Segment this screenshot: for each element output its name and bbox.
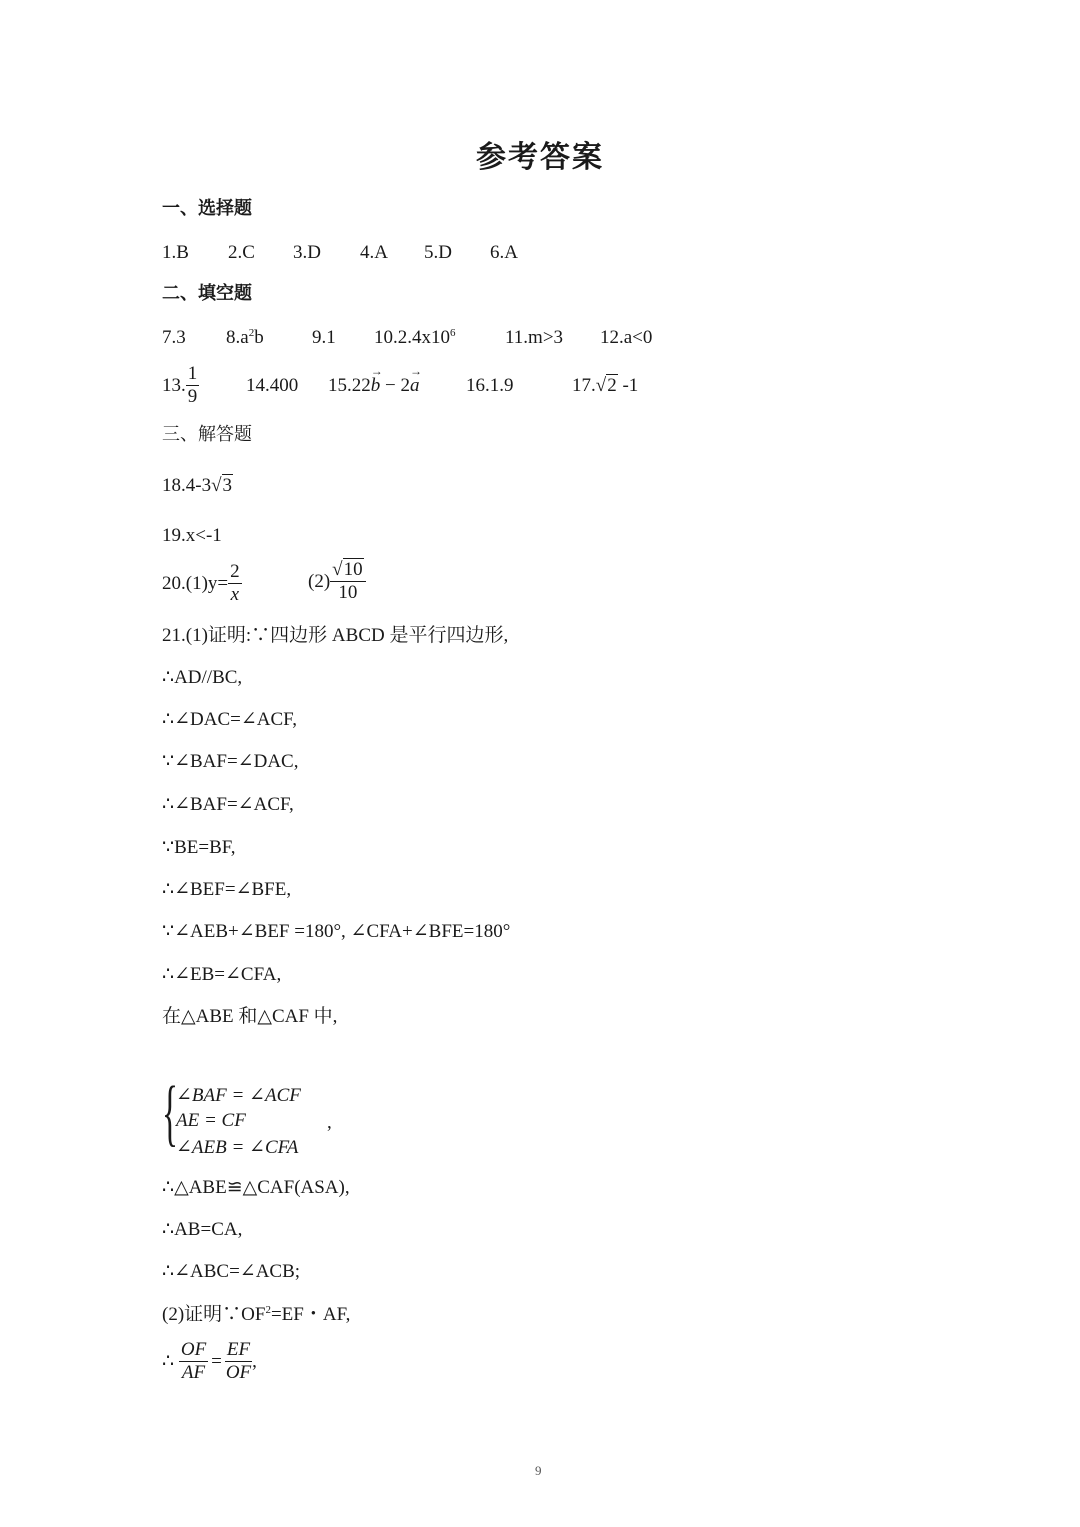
fill-answer-16: 16.1.9 [466, 375, 514, 396]
choice-answer: 6.A [490, 242, 518, 263]
section-heading-choice: 一、选择题 [162, 198, 252, 219]
fill-answer-15: 15.22→ b − 2→ a [328, 376, 419, 395]
proof-line: ∴∠EB=∠CFA, [162, 964, 282, 985]
fill-answer-13: 13. $\frac{1}{9}$ [162, 363, 198, 407]
section-heading-fill: 二、填空题 [162, 283, 252, 304]
system-line: AE = CF [176, 1110, 246, 1131]
answer-18: 18.4-3√3 [162, 475, 233, 496]
answer-20-part-2: (2) $\frac{√10}{10}$ [308, 560, 366, 603]
proof-line: ∵∠AEB+∠BEF =180°, ∠CFA+∠BFE=180° [162, 921, 511, 942]
choice-answer: 2.C [228, 242, 255, 263]
proof-line: ∴AD//BC, [162, 667, 243, 688]
answer-20: 20.(1)y= $\frac{2}{x}$ [162, 561, 240, 605]
choice-answer: 5.D [424, 242, 452, 263]
fill-answer-7: 7.3 [162, 327, 186, 348]
fill-answer-14: 14.400 [246, 375, 299, 396]
proof-line: ∵∠BAF=∠DAC, [162, 751, 299, 772]
proof-line: ∴∠DAC=∠ACF, [162, 709, 297, 730]
proof-line: ∴AB=CA, [162, 1219, 243, 1240]
fill-answer-17: 17.√2 -1 [572, 375, 639, 396]
fill-answer-11: 11.m>3 [505, 327, 564, 348]
proof-line: ∴∠BAF=∠ACF, [162, 794, 294, 815]
choice-answer: 4.A [360, 242, 388, 263]
proof-line: ∴∠ABC=∠ACB; [162, 1261, 301, 1282]
proof-line: ∴∠BEF=∠BFE, [162, 879, 292, 900]
ratio-equation: ∴ $\frac{OF}{AF}$ = $\frac{EF}{OF}$ , [162, 1339, 257, 1383]
system-line: ∠BAF = ∠ACF [176, 1085, 301, 1106]
proof-line: 21.(1)证明:∵四边形 ABCD 是平行四边形, [162, 625, 509, 646]
choice-answer: 3.D [293, 242, 321, 263]
brace-icon: { [162, 1072, 178, 1154]
proof-line: ∴△ABE≌△CAF(ASA), [162, 1177, 350, 1198]
section-heading-solve: 三、解答题 [162, 424, 252, 445]
fill-answer-9: 9.1 [312, 327, 336, 348]
page-number: 9 [535, 1463, 542, 1478]
system-line: ∠AEB = ∠CFA [176, 1137, 299, 1158]
answer-19: 19.x<-1 [162, 525, 222, 546]
fill-answer-10: $10.2.4x10^6$ [374, 327, 456, 348]
fill-answer-8: $8.a^2b$ [226, 327, 264, 348]
proof-line: 在△ABE 和△CAF 中, [162, 1006, 338, 1027]
system-trailing-comma: , [327, 1112, 332, 1133]
page-title: 参考答案 [476, 140, 604, 175]
fill-answer-12: 12.a<0 [600, 327, 653, 348]
choice-answer: 1.B [162, 242, 189, 263]
proof-part-2: (2)证明$\because OF^2=EF$・AF, [162, 1304, 351, 1325]
proof-line: ∵BE=BF, [162, 837, 236, 858]
